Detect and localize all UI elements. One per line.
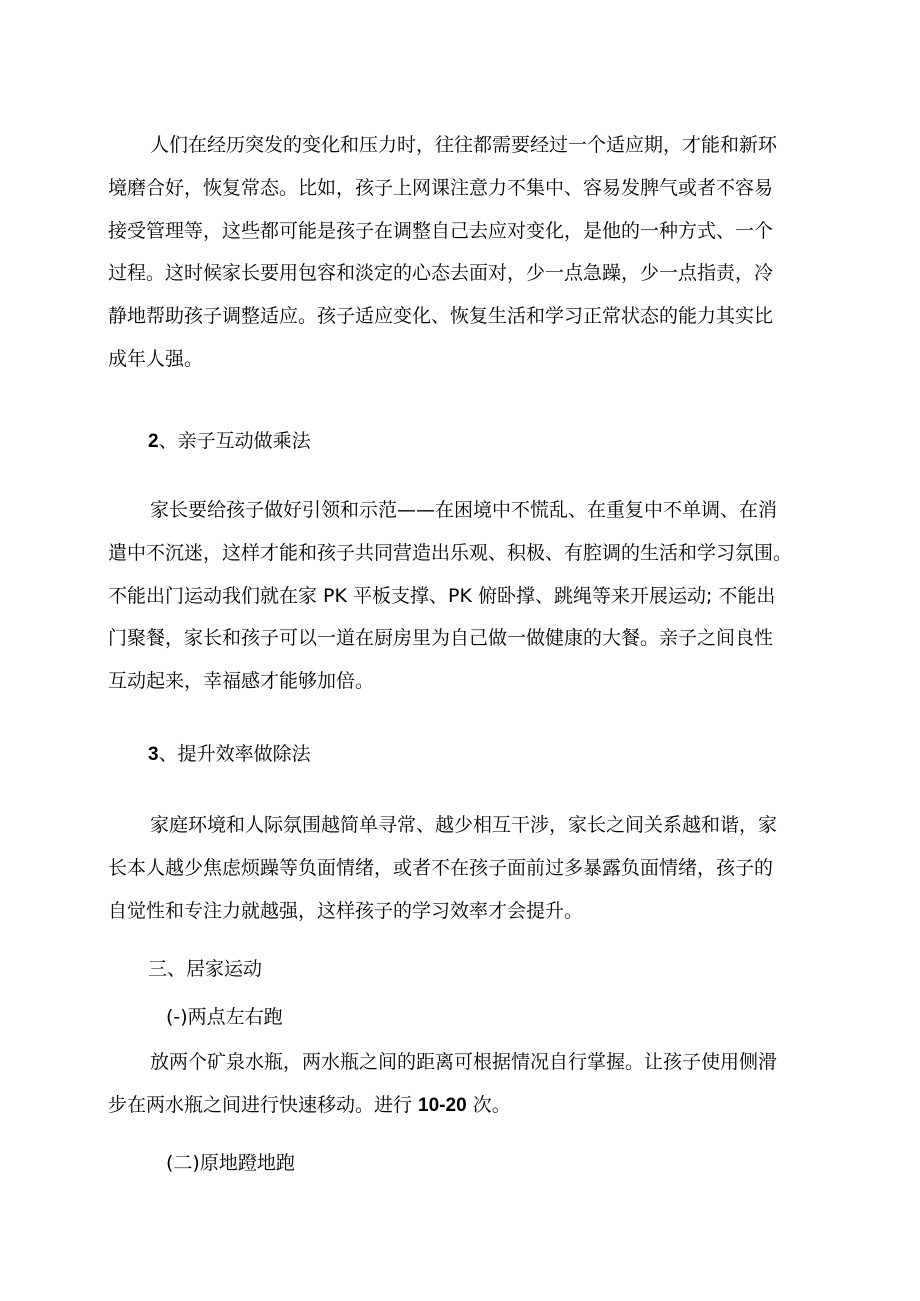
paragraph-line: 门聚餐，家长和孩子可以一道在厨房里为自己做一做健康的大餐。亲子之间良性: [108, 627, 774, 649]
paragraph-line: 成年人强。: [108, 348, 204, 370]
paragraph-line: 长本人越少焦虑烦躁等负面情绪，或者不在孩子面前过多暴露负面情绪，孩子的: [108, 857, 774, 879]
paragraph-line: 境磨合好，恢复常态。比如，孩子上网课注意力不集中、容易发脾气或者不容易: [108, 177, 774, 199]
paragraph-line: 互动起来，幸福感才能够加倍。: [108, 670, 375, 692]
heading-text: 、提升效率做除法: [158, 743, 311, 765]
paragraph-line: [108, 1084, 511, 1128]
section-heading-home-exercise: 三、居家运动: [148, 958, 263, 980]
paragraph-line: 遣中不沉迷，这样才能和孩子共同营造出乐观、积极、有腔调的生活和学习氛围。: [108, 542, 793, 564]
paragraph-line: 家长要给孩子做好引领和示范——在困境中不慌乱、在重复中不单调、在消: [150, 499, 778, 521]
repetition-count: 10-20: [418, 1095, 467, 1116]
paragraph-line: 不能出门运动我们就在家 PK 平板支撑、PK 俯卧撑、跳绳等来开展运动; 不能出: [108, 585, 776, 607]
subsection-heading-side-run: (-)两点左右跑: [166, 1006, 283, 1028]
section-heading-interaction: [148, 426, 311, 457]
paragraph-line: 过程。这时候家长要用包容和淡定的心态去面对，少一点急躁，少一点指责，冷: [108, 262, 774, 284]
paragraph-line: 家庭环境和人际氛围越简单寻常、越少相互干涉，家长之间关系越和谐，家: [150, 814, 778, 836]
heading-number: 2: [148, 431, 159, 452]
section-heading-efficiency: [148, 739, 311, 770]
line-text: 步在两水瓶之间进行快速移动。进行: [108, 1094, 419, 1116]
paragraph-line: 放两个矿泉水瓶，两水瓶之间的距离可根据情况自行掌握。让孩子使用侧滑: [150, 1051, 778, 1073]
paragraph-line: 自觉性和专注力就越强，这样孩子的学习效率才会提升。: [108, 900, 584, 922]
line-text: 次。: [466, 1094, 511, 1116]
heading-number: 3: [148, 744, 159, 765]
heading-text: 、亲子互动做乘法: [158, 430, 311, 452]
paragraph-line: 人们在经历突发的变化和压力时，往往都需要经过一个适应期，才能和新环: [150, 134, 778, 156]
subsection-heading-stomp-run: (二)原地蹬地跑: [166, 1152, 295, 1174]
paragraph-line: 接受管理等，这些都可能是孩子在调整自己去应对变化，是他的一种方式、一个: [108, 220, 774, 242]
paragraph-line: 静地帮助孩子调整适应。孩子适应变化、恢复生活和学习正常状态的能力其实比: [108, 305, 774, 327]
